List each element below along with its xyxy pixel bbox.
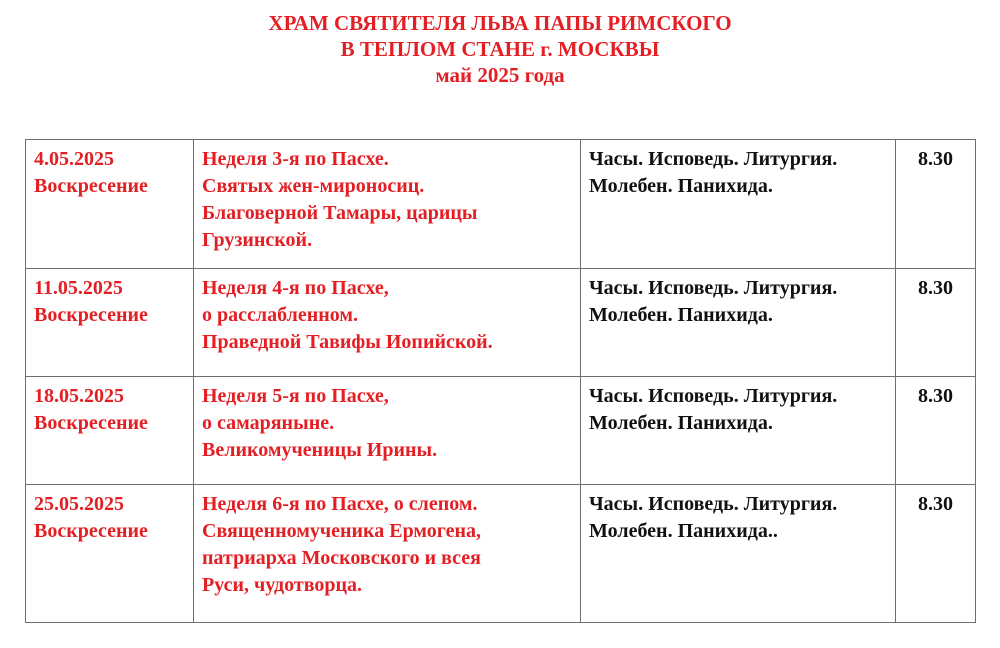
date-text: 11.05.2025 — [34, 277, 123, 299]
feast-line: Священномученика Ермогена, — [202, 520, 482, 542]
time-cell: 8.30 — [896, 140, 976, 269]
service-cell — [581, 140, 896, 269]
feast-line: Неделя 6-я по Пасхе, о слепом. — [202, 493, 478, 515]
church-location-title: В ТЕПЛОМ СТАНЕ г. МОСКВЫ — [340, 37, 660, 61]
weekday-text: Воскресение — [34, 175, 148, 197]
feast-line: Грузинской. — [202, 229, 313, 251]
service-cell — [581, 269, 896, 377]
date-cell — [26, 377, 194, 485]
feast-line: Святых жен-мироносиц. — [202, 175, 425, 197]
feast-cell — [194, 485, 581, 623]
time-cell: 8.30 — [896, 377, 976, 485]
feast-cell — [194, 140, 581, 269]
date-text: 4.05.2025 — [34, 148, 114, 170]
service-line: Часы. Исповедь. Литургия. — [589, 277, 838, 299]
time-cell: 8.30 — [896, 485, 976, 623]
feast-line: Руси, чудотворца. — [202, 574, 363, 596]
church-name-title: ХРАМ СВЯТИТЕЛЯ ЛЬВА ПАПЫ РИМСКОГО — [268, 11, 732, 35]
service-line: Молебен. Панихида. — [589, 412, 773, 434]
feast-line: Праведной Тавифы Иопийской. — [202, 331, 493, 353]
service-line: Молебен. Панихида. — [589, 175, 773, 197]
feast-line: патриарха Московского и всея — [202, 547, 481, 569]
service-line: Часы. Исповедь. Литургия. — [589, 385, 838, 407]
feast-line: Великомученицы Ирины. — [202, 439, 438, 461]
date-text: 25.05.2025 — [34, 493, 124, 515]
service-line: Молебен. Панихида.. — [589, 520, 778, 542]
feast-line: о расслабленном. — [202, 304, 358, 326]
service-line: Часы. Исповедь. Литургия. — [589, 493, 838, 515]
date-text: 18.05.2025 — [34, 385, 124, 407]
feast-line: Неделя 4-я по Пасхе, — [202, 277, 389, 299]
feast-line: Неделя 3-я по Пасхе. — [202, 148, 389, 170]
weekday-text: Воскресение — [34, 412, 148, 434]
schedule-table — [25, 139, 976, 623]
table-row — [26, 377, 976, 485]
time-cell: 8.30 — [896, 269, 976, 377]
table-row — [26, 485, 976, 623]
date-cell — [26, 269, 194, 377]
feast-line: Благоверной Тамары, царицы — [202, 202, 478, 224]
page-header — [0, 10, 1000, 88]
schedule-month-title: май 2025 года — [435, 63, 565, 87]
weekday-text: Воскресение — [34, 304, 148, 326]
service-cell — [581, 485, 896, 623]
service-line: Молебен. Панихида. — [589, 304, 773, 326]
feast-cell — [194, 269, 581, 377]
table-row — [26, 269, 976, 377]
feast-line: о самаряныне. — [202, 412, 335, 434]
weekday-text: Воскресение — [34, 520, 148, 542]
feast-line: Неделя 5-я по Пасхе, — [202, 385, 389, 407]
service-line: Часы. Исповедь. Литургия. — [589, 148, 838, 170]
date-cell — [26, 140, 194, 269]
date-cell — [26, 485, 194, 623]
service-cell — [581, 377, 896, 485]
feast-cell — [194, 377, 581, 485]
table-row — [26, 140, 976, 269]
